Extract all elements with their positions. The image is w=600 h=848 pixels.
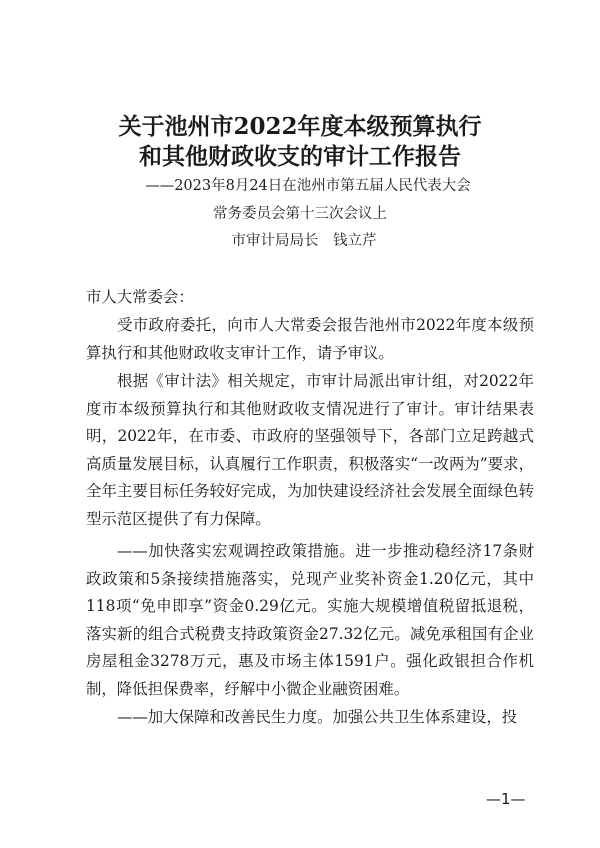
paragraph-intro: 受市政府委托，向市人大常委会报告池州市2022年度本级预算执行和其他财政收支审计工作，请予审议。 [86, 316, 534, 362]
paragraph-livelihood: ——加大保障和改善民生力度。加强公共卫生体系建设，投 [117, 708, 518, 726]
paragraph-macro-control: ——加快落实宏观调控政策措施。进一步推动稳经济17条财政政策和5条接续措施落实，兑现产业奖补资金1.20亿元，其中118项“免申即享”资金0.29亿元。实施大规模增值税留抵退税，落实新的组合式税费支持政策资金27.32亿元。减免承租国有企业房屋租金3278万元，惠及市场主体1591户。强化政银担合作机制，降低担保费率，纾解中小微企业融资困难。 [86, 542, 534, 698]
salutation: 市人大常委会： [86, 288, 194, 306]
reporter-line: 市审计局局长 钱立芹 [231, 233, 377, 249]
page-number: —1— [486, 790, 526, 808]
meeting-info-line-1: ——2023年8月24日在池州市第五届人民代表大会 [145, 178, 471, 194]
meeting-info-line-2: 常务委员会第十三次会议上 [213, 206, 387, 222]
report-title-line-2: 和其他财政收支的审计工作报告 [139, 143, 461, 170]
report-title-line-1: 关于池州市2022年度本级预算执行 [118, 113, 482, 140]
paragraph-audit-results: 根据《审计法》相关规定，市审计局派出审计组，对2022年度市本级预算执行和其他财政收支情况进行了审计。审计结果表明，2022年，在市委、市政府的坚强领导下，各部门立足跨越式高质量发展目标，认真履行工作职责，积极落实“一改两为”要求，全年主要目标任务较好完成，为加快建设经济社会发展全面绿色转型示范区提供了有力保障。 [86, 372, 534, 528]
